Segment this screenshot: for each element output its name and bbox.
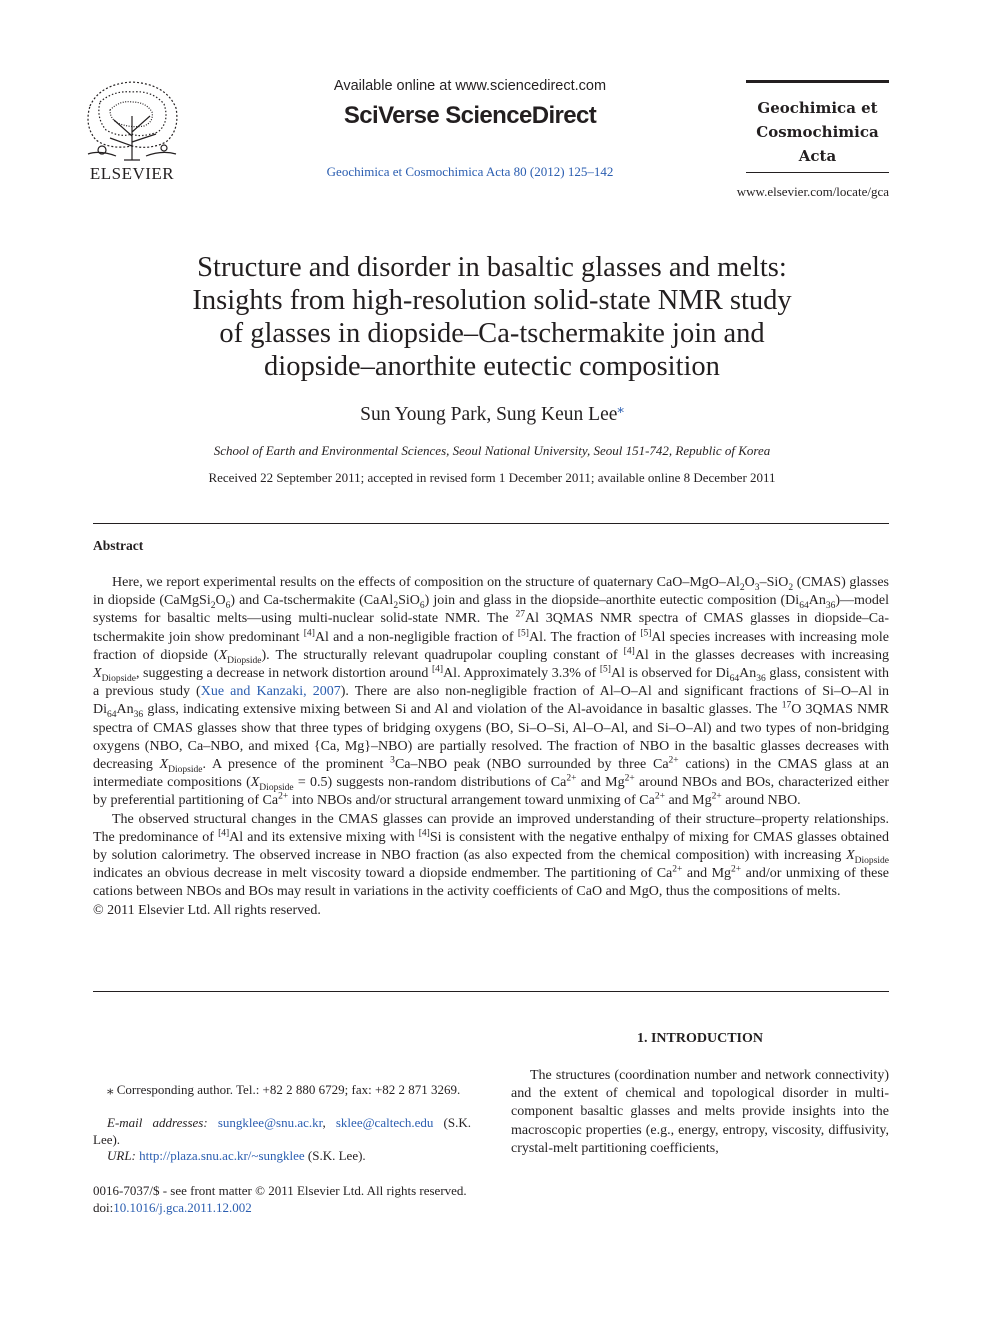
sciencedirect-brand: SciVerse ScienceDirect [343,102,597,129]
homepage-link[interactable]: http://plaza.snu.ac.kr/~sungklee [139,1148,305,1163]
abstract-bottom-rule [93,991,889,992]
abstract-top-rule [93,523,889,524]
journal-name [746,96,889,168]
author-list [120,400,864,426]
title-line: Structure and disorder in basaltic glasses and melts: [197,252,787,283]
corresponding-author-footnote [93,1081,471,1098]
email-separator: , [322,1115,336,1130]
url-label: URL: [107,1148,136,1163]
journal-citation-link[interactable]: Geochimica et Cosmochimica Acta 80 (2012) 125–142 [326,164,614,179]
affiliation: School of Earth and Environmental Sciences, Seoul National University, Seoul 151-742, Republic of Korea [213,443,771,458]
abstract-paragraph: The observed structural changes in the CMAS glasses can provide an improved understanding of their structure–property relationships. The predominance of [4]Al and its extensive mixing with [4]Si is consistent with the negative enthalpy of mixing for CMAS glasses obtained by solution calorimetry. The observed increase in NBO fraction (as also expected from the chemical composition) with increasing $X_{Diopside}$ indicates an obvious decrease in melt viscosity toward a diopside endmember. The partitioning of $Ca^{2+}$ and $Mg^{2+}$ and/or unmixing of these cations between NBOs and BOs may result in variations in the activity coefficients of CaO and MgO, thus the compositions of melts. [93,811,889,900]
journal-name-line: Cosmochimica [756,123,879,141]
journal-name-line: Acta [798,147,837,165]
intro-heading: 1. INTRODUCTION [636,1031,763,1046]
abstract-body [93,574,889,920]
title-line: of glasses in diopside–Ca-tschermakite join and [219,318,765,349]
doi-label: doi: [93,1200,114,1215]
url-owner: (S.K. Lee). [304,1148,366,1163]
abstract-paragraph: Here, we report experimental results on the effects of composition on the structure of quaternary CaO–$MgO-Al_2O_3-SiO_2$ (CMAS) glasses in diopside $(CaMgSi_2O_6)$ and Ca-tschermakite (CaAl$_2$SiO$_6$) join and glass in the diopside–anorthite eutectic composition $(Di_{64}An_{36})—model$ systems for basaltic melts—using multi-nuclear solid-state NMR. The $^{27}$Al 3QMAS NMR spectra of CMAS glasses in diopside–Ca-tschermakite join show predominant [4]Al and a non-negligible fraction of [5]Al. The fraction of [5]Al species increases with increasing mole fraction of diopside $(X_{Diopside})$. The structurally relevant quadrupolar coupling constant of [4]Al in the glasses decreases with increasing $X_{Diopside}$, suggesting a decrease in network distortion around [4]Al. Approximately 3.3% of [5]Al is observed for $Di_{64}An_{36}$ glass, consistent with a previous study (Xue and Kanzaki, 2007). There are also non-negligible fraction of Al–O–Al and significant fractions of Si–O–Al in $Di_{64}An_{36}$ glass, indicating extensive mixing between Si and Al and violation of the Al-avoidance in basaltic glasses. The $^{17}$O 3QMAS NMR spectra of CMAS glasses show that three types of bridging oxygens (BO, Si–O–Si, Al–O–Al, and Si–O–Al) and two types of non-bridging oxygens (NBO, Ca–NBO, and mixed {Ca, Mg}–NBO) are partially resolved. The fraction of NBO in the basaltic glasses decreases with decreasing $X_{Diopside}$. A presence of the prominent $^3$Ca–NBO peak (NBO surrounded by three $Ca^{2+}$ cations) in the CMAS glass at an intermediate compositions $(X_{Diopside} = 0.5)$ suggests non-random distributions of $Ca^{2+}$ and $Mg^{2+}$ around NBOs and BOs, characterized either by preferential partitioning of $Ca^{2+}$ into NBOs and/or structural arrangement toward unmixing of $Ca^{2+}$ and $Mg^{2+}$ around NBO. [93,575,890,809]
publisher-wordmark: ELSEVIER [89,164,175,183]
doi-link[interactable]: 10.1016/j.gca.2011.12.002 [113,1200,252,1215]
article-title [120,251,864,383]
abstract-copyright: © 2011 Elsevier Ltd. All rights reserved. [93,902,321,918]
journal-box-bottom-rule [746,172,889,173]
journal-name-line: Geochimica et [757,99,878,117]
journal-url: www.elsevier.com/locate/gca [736,184,889,199]
received-dates: Received 22 September 2011; accepted in revised form 1 December 2011; available online 8 December 2011 [208,470,776,485]
email-owner: (S.K. Lee). [93,1115,472,1147]
available-online-text: Available online at www.sciencedirect.com [333,78,607,94]
corresponding-author-text: Corresponding author. Tel.: +82 2 880 6729; fax: +82 2 871 3269. [116,1082,461,1097]
corresponding-author-link[interactable]: ⁎ [617,400,624,416]
footnote-mark: ⁎ [107,1082,114,1097]
email-link[interactable]: sklee@caltech.edu [335,1115,434,1130]
reference-link[interactable]: Xue and Kanzaki, 2007 [200,684,341,700]
intro-paragraph: The structures (coordination number and network connectivity) and the extent of chemical and topological disorder in multi-component basaltic glasses and melts provide insights into the macroscopic properties (e.g., energy, entropy, viscosity, diffusivity, crystal-melt partitioning coefficients, [511,1068,889,1156]
url-footnote [93,1147,471,1164]
journal-box-top-rule [746,80,889,83]
title-line: diopside–anorthite eutectic composition [264,351,720,382]
doi-line [93,1200,252,1216]
issn-line: 0016-7037/$ - see front matter © 2011 Elsevier Ltd. All rights reserved. [93,1183,467,1198]
title-line: Insights from high-resolution solid-state NMR study [192,285,792,316]
abstract-heading: Abstract [93,538,144,553]
email-footnote [93,1114,471,1148]
email-link[interactable]: sungklee@snu.ac.kr [217,1115,323,1130]
email-label: E-mail addresses: [107,1115,208,1130]
author-names: Sun Young Park, Sung Keun Lee [360,404,618,425]
